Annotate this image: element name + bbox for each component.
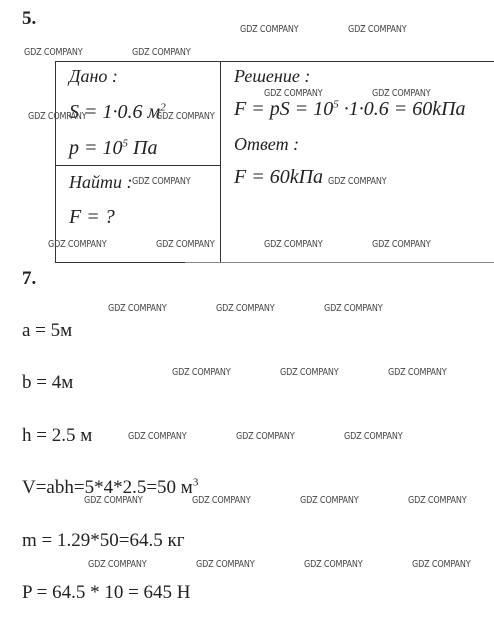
watermark: GDZ COMPANY (304, 559, 363, 570)
watermark: GDZ COMPANY (84, 495, 143, 506)
table-top-border (55, 61, 494, 62)
watermark: GDZ COMPANY (132, 176, 191, 187)
watermark: GDZ COMPANY (388, 367, 447, 378)
watermark: GDZ COMPANY (88, 559, 147, 570)
solution-formula: F = pS = $10^5 \cdot 1\cdot 0.6 = 60kПа$ (234, 98, 466, 120)
line-weight: P = 64.5 * 10 = 645 Н (22, 582, 191, 603)
watermark: GDZ COMPANY (196, 559, 255, 570)
watermark: GDZ COMPANY (128, 431, 187, 442)
watermark: GDZ COMPANY (172, 367, 231, 378)
line-mass: m = 1.29*50=64.5 кг (22, 530, 185, 551)
watermark: GDZ COMPANY (344, 431, 403, 442)
watermark: GDZ COMPANY (372, 239, 431, 250)
watermark: GDZ COMPANY (372, 88, 431, 99)
watermark: GDZ COMPANY (300, 495, 359, 506)
given-label: Дано : (69, 66, 118, 86)
find-label: Найти : (69, 172, 133, 192)
watermark: GDZ COMPANY (240, 24, 299, 35)
watermark: GDZ COMPANY (264, 88, 323, 99)
line-h: h = 2.5 м (22, 425, 93, 446)
watermark: GDZ COMPANY (28, 111, 87, 122)
given-pressure: $p = 10^5$ Па (69, 137, 158, 159)
watermark: GDZ COMPANY (24, 47, 83, 58)
task-7-number: 7. (22, 268, 37, 289)
watermark: GDZ COMPANY (328, 176, 387, 187)
line-b: b = 4м (22, 372, 74, 393)
watermark: GDZ COMPANY (280, 367, 339, 378)
table-divider-horizontal (55, 165, 220, 166)
watermark: GDZ COMPANY (192, 495, 251, 506)
given-area: S = 1·0.6 $м^2$ (69, 101, 166, 123)
table-left-border (55, 61, 56, 263)
watermark: GDZ COMPANY (108, 303, 167, 314)
watermark: GDZ COMPANY (236, 431, 295, 442)
answer-value: F = 60kПа (234, 166, 324, 188)
solution-label: Решение : (234, 66, 311, 86)
watermark: GDZ COMPANY (408, 495, 467, 506)
watermark: GDZ COMPANY (324, 303, 383, 314)
table-divider-vertical (220, 61, 221, 263)
watermark: GDZ COMPANY (156, 111, 215, 122)
watermark: GDZ COMPANY (132, 47, 191, 58)
watermark: GDZ COMPANY (48, 239, 107, 250)
line-volume: V=abh=5*4*2.5=50 $м^3$ (22, 476, 199, 498)
watermark: GDZ COMPANY (264, 239, 323, 250)
task-5-number: 5. (22, 8, 37, 29)
watermark: GDZ COMPANY (348, 24, 407, 35)
find-value: F = ? (69, 206, 115, 228)
table-bottom-border-right (185, 262, 494, 263)
watermark: GDZ COMPANY (156, 239, 215, 250)
answer-label: Ответ : (234, 134, 300, 154)
line-a: a = 5м (22, 320, 73, 341)
watermark: GDZ COMPANY (216, 303, 275, 314)
watermark: GDZ COMPANY (412, 559, 471, 570)
